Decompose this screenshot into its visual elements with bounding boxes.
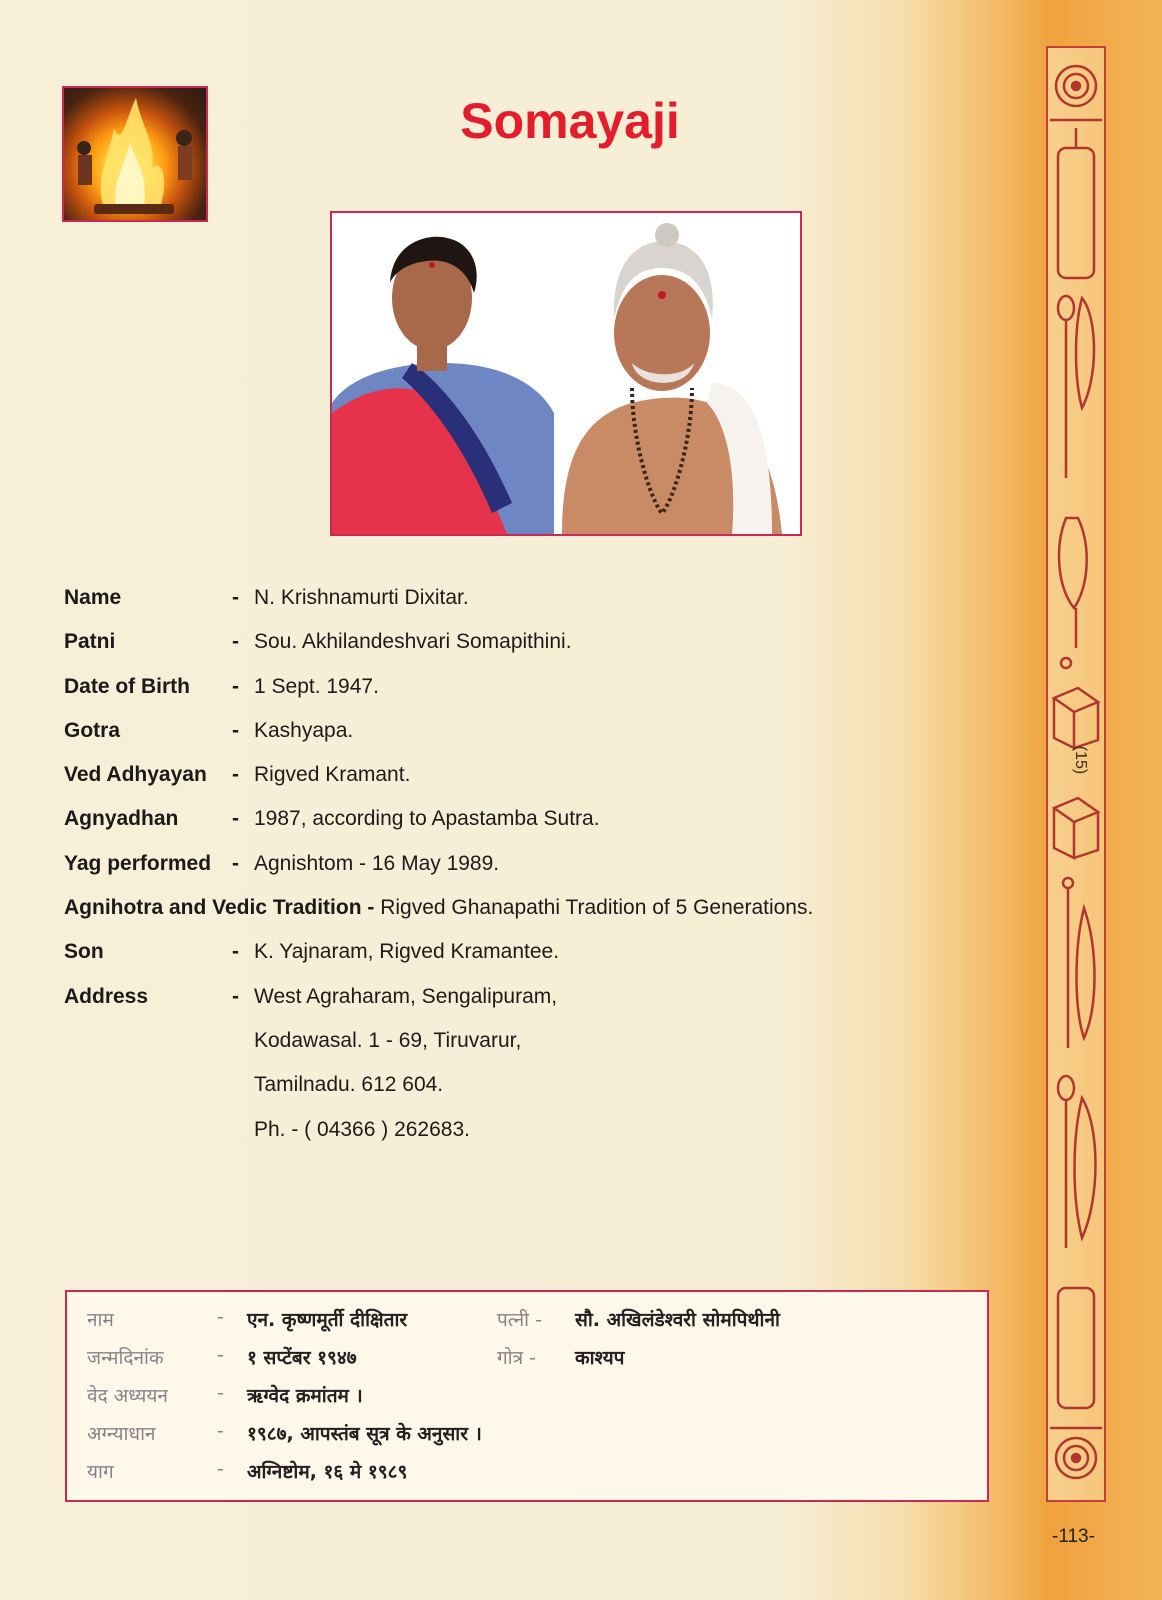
- detail-row-agnihotra-tradition: [64, 896, 924, 940]
- strip-number-label: (15): [1072, 745, 1089, 775]
- hindi-label: वेद अध्ययन: [87, 1385, 168, 1407]
- hindi-label-secondary: पत्नी -: [497, 1309, 542, 1331]
- detail-row-name: [64, 586, 924, 630]
- detail-separator: -: [232, 630, 239, 654]
- detail-row-son: [64, 940, 924, 984]
- detail-row-patni: [64, 630, 924, 674]
- hindi-summary-box: [65, 1290, 989, 1502]
- address-text: Tamilnadu. 612 604.: [254, 1073, 444, 1097]
- detail-separator: -: [232, 674, 239, 698]
- hindi-value-secondary: सौ. अखिलंडेश्वरी सोमपिथीनी: [575, 1309, 780, 1331]
- detail-value: N. Krishnamurti Dixitar.: [254, 586, 469, 609]
- detail-row-date-of-birth: [64, 675, 924, 719]
- detail-row-ved-adhyayan: [64, 763, 924, 807]
- yagna-fire-thumbnail: [62, 86, 208, 222]
- detail-value: Kashyapa.: [254, 718, 354, 742]
- hindi-value: एन. कृष्णमूर्ती दीक्षितार: [247, 1309, 408, 1331]
- hindi-label: अग्न्याधान: [87, 1423, 156, 1445]
- hindi-value: १ सप्टेंबर १९४७: [247, 1347, 357, 1369]
- detail-separator: -: [232, 984, 239, 1008]
- couple-portrait-photo: [330, 211, 802, 536]
- detail-label: Date of Birth: [64, 674, 190, 698]
- detail-label: Patni: [64, 630, 116, 654]
- detail-separator: -: [232, 718, 239, 742]
- detail-value: K. Yajnaram, Rigved Kramantee.: [254, 940, 560, 964]
- hindi-value-secondary: काश्यप: [575, 1347, 625, 1369]
- hindi-label: याग: [87, 1461, 114, 1483]
- hindi-separator: -: [217, 1306, 224, 1328]
- ritual-implements-illustration: [1048, 48, 1104, 1500]
- address-line: [64, 1029, 924, 1073]
- detail-label: Yag performed: [64, 851, 212, 875]
- detail-label: Name: [64, 586, 122, 609]
- detail-row-address: [64, 985, 924, 1029]
- hindi-separator: -: [217, 1458, 224, 1480]
- details-list: [64, 586, 924, 1162]
- detail-separator: -: [232, 763, 239, 787]
- detail-separator: -: [232, 940, 239, 964]
- hindi-separator: -: [217, 1420, 224, 1442]
- fire-illustration: [64, 88, 208, 222]
- detail-row-gotra: [64, 719, 924, 763]
- detail-value: Agnishtom - 16 May 1989.: [254, 851, 500, 875]
- hindi-value: १९८७, आपस्तंब सूत्र के अनुसार ।: [247, 1423, 482, 1445]
- address-line: [64, 1073, 924, 1117]
- detail-value: Rigved Ghanapathi Tradition of 5 Generations.: [380, 896, 814, 920]
- hindi-separator: -: [217, 1382, 224, 1404]
- detail-row-yag-performed: [64, 852, 924, 896]
- detail-label: Son: [64, 940, 104, 964]
- page-number: -113-: [1052, 1526, 1095, 1547]
- hindi-separator: -: [217, 1344, 224, 1366]
- detail-value: Rigved Kramant.: [254, 763, 411, 787]
- detail-label: Gotra: [64, 718, 121, 742]
- address-text: Kodawasal. 1 - 69, Tiruvarur,: [254, 1028, 522, 1052]
- page-title: Somayaji: [460, 93, 680, 149]
- hindi-value: ऋग्वेद क्रमांतम ।: [247, 1385, 363, 1407]
- detail-value: 1987, according to Apastamba Sutra.: [254, 807, 600, 831]
- address-line: [64, 1118, 924, 1162]
- detail-label: Ved Adhyayan: [64, 763, 207, 787]
- detail-separator: -: [232, 807, 239, 831]
- hindi-label: नाम: [87, 1309, 114, 1331]
- detail-separator: -: [367, 896, 375, 920]
- hindi-label: जन्मदिनांक: [87, 1347, 164, 1369]
- phone-text: Ph. - ( 04366 ) 262683.: [254, 1117, 470, 1141]
- hindi-value: अग्निष्टोम, १६ मे १९८९: [247, 1461, 408, 1483]
- hindi-label-secondary: गोत्र -: [497, 1347, 537, 1369]
- detail-label: Address: [64, 984, 149, 1008]
- detail-value: 1 Sept. 1947.: [254, 674, 379, 698]
- detail-value: West Agraharam, Sengalipuram,: [254, 984, 558, 1008]
- detail-value: Sou. Akhilandeshvari Somapithini.: [254, 630, 572, 654]
- detail-label: Agnihotra and Vedic Tradition: [64, 896, 362, 920]
- detail-separator: -: [232, 586, 239, 609]
- detail-label: Agnyadhan: [64, 807, 179, 831]
- ritual-implements-strip: [1046, 46, 1106, 1502]
- portrait-illustration: [332, 213, 800, 534]
- detail-row-agnyadhan: [64, 807, 924, 851]
- detail-separator: -: [232, 851, 239, 875]
